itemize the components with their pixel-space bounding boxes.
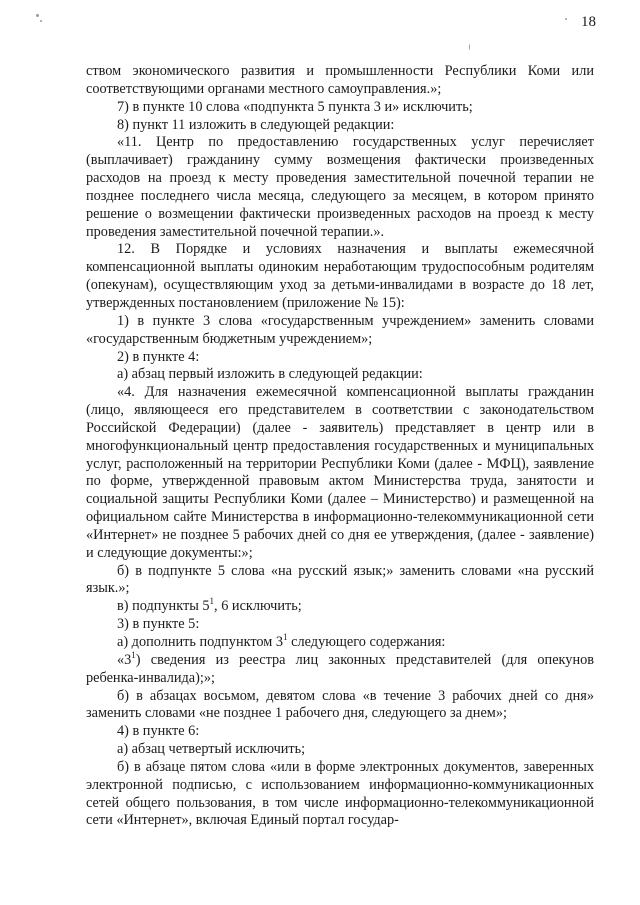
paragraph: а) абзац первый изложить в следующей редакции:: [117, 366, 423, 383]
text-run: ) сведения из реестра лиц законных представителей (для опекунов ребенка-инвалида);»;: [86, 651, 594, 686]
text-run: , 6 исключить;: [214, 598, 302, 615]
paragraph: 3) в пункте 5:: [117, 616, 200, 633]
paragraph: 7) в пункте 10 слова «подпункта 5 пункта 3 и» исключить;: [117, 98, 473, 115]
paragraph: 8) пункт 11 изложить в следующей редакции:: [117, 116, 395, 133]
paragraph: 1) в пункте 3 слова «государственным учреждением» заменить словами «государственным бюджетным учреждением»;: [86, 312, 594, 347]
paragraph: [86, 634, 594, 652]
scan-speck: [40, 20, 42, 22]
paragraph: ством экономического развития и промышленности Республики Коми или соответствующими органами местного самоуправления.»;: [86, 63, 594, 97]
paragraph: 4) в пункте 6:: [117, 723, 200, 740]
superscript: 1: [209, 596, 215, 607]
text-run: в) подпункты 5: [117, 598, 210, 615]
paragraph: б) в абзаце пятом слова «или в форме электронных документов, заверенных электронной подписью, с использованием информационно-коммуникационных сетей общего пользования, в том числе информационно-телекоммуникационной сети «Интернет», включая Единый портал государ-: [86, 758, 594, 829]
text-run: «3: [117, 651, 132, 668]
text-run: а) дополнить подпунктом 3: [117, 634, 284, 650]
scan-speck: [36, 14, 39, 17]
paragraph: 12. В Порядке и условиях назначения и выплаты ежемесячной компенсационной выплаты одиноким неработающим трудоспособным родителям (опекунам), осуществляющим уход за детьми-инвалидами в возрасте до 18 лет, утвержденных постановлением (приложение № 15):: [86, 241, 594, 311]
paragraph: [86, 598, 594, 616]
paragraph: а) абзац четвертый исключить;: [117, 741, 306, 758]
paragraph: «11. Центр по предоставлению государственных услуг перечисляет (выплачивает) гражданину сумму возмещения фактически произведенных расходов на проезд к месту проведения заместительной почечной терапии не позднее последнего числа месяца, следующего за месяцем, в котором принято решение о возмещении фактически произведенных расходов на проезд к месту проведения заместительной почечной терапии.».: [86, 134, 594, 240]
paragraph: б) в подпункте 5 слова «на русский язык;» заменить словами «на русский язык.»;: [86, 562, 594, 597]
paragraph: [86, 652, 594, 688]
page-number: 18: [581, 14, 596, 30]
paragraph: 2) в пункте 4:: [117, 348, 200, 365]
paragraph: «4. Для назначения ежемесячной компенсационной выплаты гражданин (лицо, являющееся его представителем в соответствии с законодательством Российской Федерации) (далее - заявитель) представляет в центр или в многофункциональный центр предоставления государственных и муниципальных услуг, расположенный на территории Республики Коми (далее - МФЦ), заявление по форме, утвержденной правовым актом Министерства труда, занятости и социальной защиты Республики Коми (далее – Министерство) и размещенной на официальном сайте Министерства в информационно-телекоммуникационной сети «Интернет» не позднее 5 рабочих дней со дня ее утверждения, (далее - заявление) и следующие документы:»;: [86, 384, 594, 561]
scan-speck: [469, 44, 470, 50]
superscript: 1: [131, 650, 136, 661]
paragraph: б) в абзацах восьмом, девятом слова «в течение 3 рабочих дней со дня» заменить словами «не позднее 1 рабочего дня, следующего за днем»;: [86, 687, 594, 722]
scan-speck: [565, 18, 567, 20]
text-run: следующего содержания:: [287, 634, 446, 650]
superscript: 1: [283, 632, 288, 643]
document-body: [86, 63, 594, 830]
